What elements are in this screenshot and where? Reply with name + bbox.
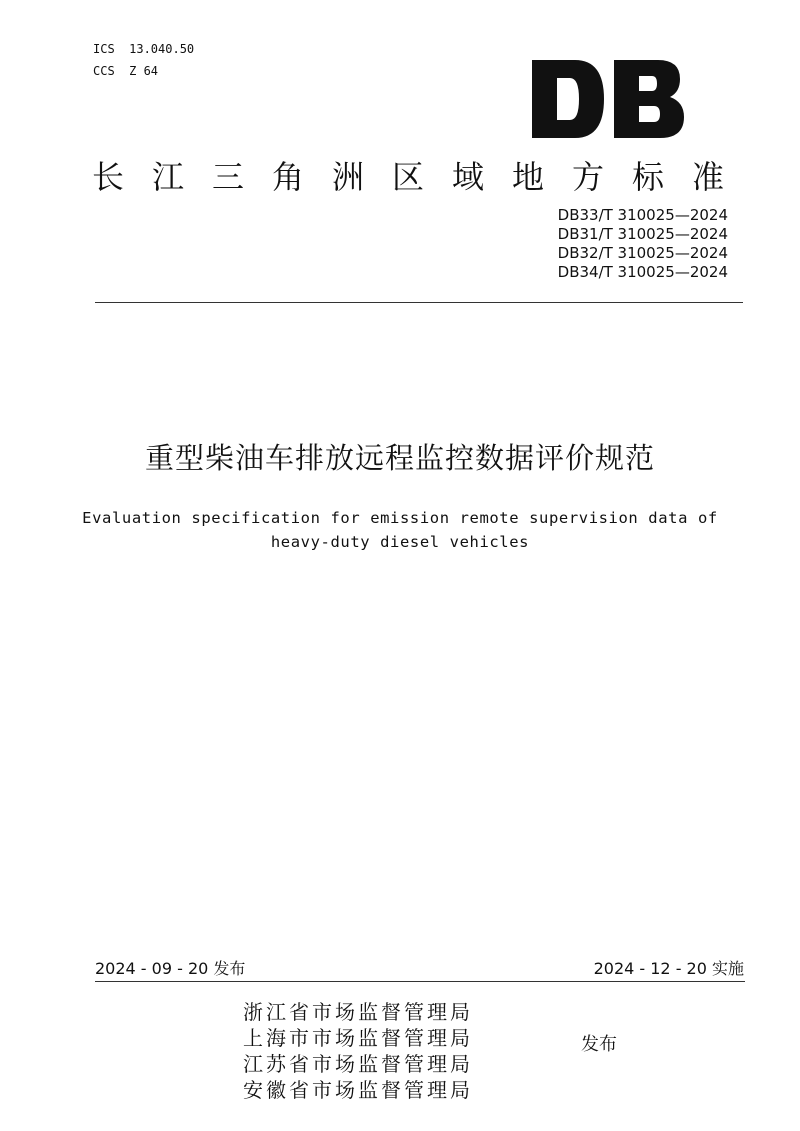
standard-number: DB33/T 310025—2024 <box>557 206 728 224</box>
english-title-line: Evaluation specification for emission remote supervision data of <box>82 509 718 527</box>
publisher: 江苏省市场监督管理局 <box>243 1052 473 1076</box>
standard-numbers <box>558 206 728 282</box>
publisher: 浙江省市场监督管理局 <box>243 1000 473 1024</box>
english-title-line: heavy-duty diesel vehicles <box>270 533 530 551</box>
db-logo <box>530 58 688 140</box>
implementation-date: 2024 - 12 - 20 实施 <box>593 959 744 978</box>
english-title <box>0 506 800 554</box>
footer-divider <box>95 981 745 982</box>
publisher: 上海市市场监督管理局 <box>243 1026 473 1050</box>
publish-label: 发布 <box>581 1034 617 1055</box>
classification-codes <box>93 38 194 82</box>
chinese-title: 重型柴油车排放远程监控数据评价规范 <box>144 441 655 475</box>
issue-date: 2024 - 09 - 20 发布 <box>95 959 246 978</box>
header-divider <box>95 302 743 303</box>
publisher: 安徽省市场监督管理局 <box>243 1078 473 1102</box>
ccs-code: CCS Z 64 <box>93 64 159 78</box>
standard-type-heading: 长江三角洲区域地方标准 <box>92 158 753 196</box>
standard-number: DB34/T 310025—2024 <box>557 263 728 281</box>
standard-number: DB31/T 310025—2024 <box>557 225 728 243</box>
standard-number: DB32/T 310025—2024 <box>557 244 728 262</box>
publishers-list <box>243 999 473 1103</box>
ics-code: ICS 13.040.50 <box>93 42 195 56</box>
